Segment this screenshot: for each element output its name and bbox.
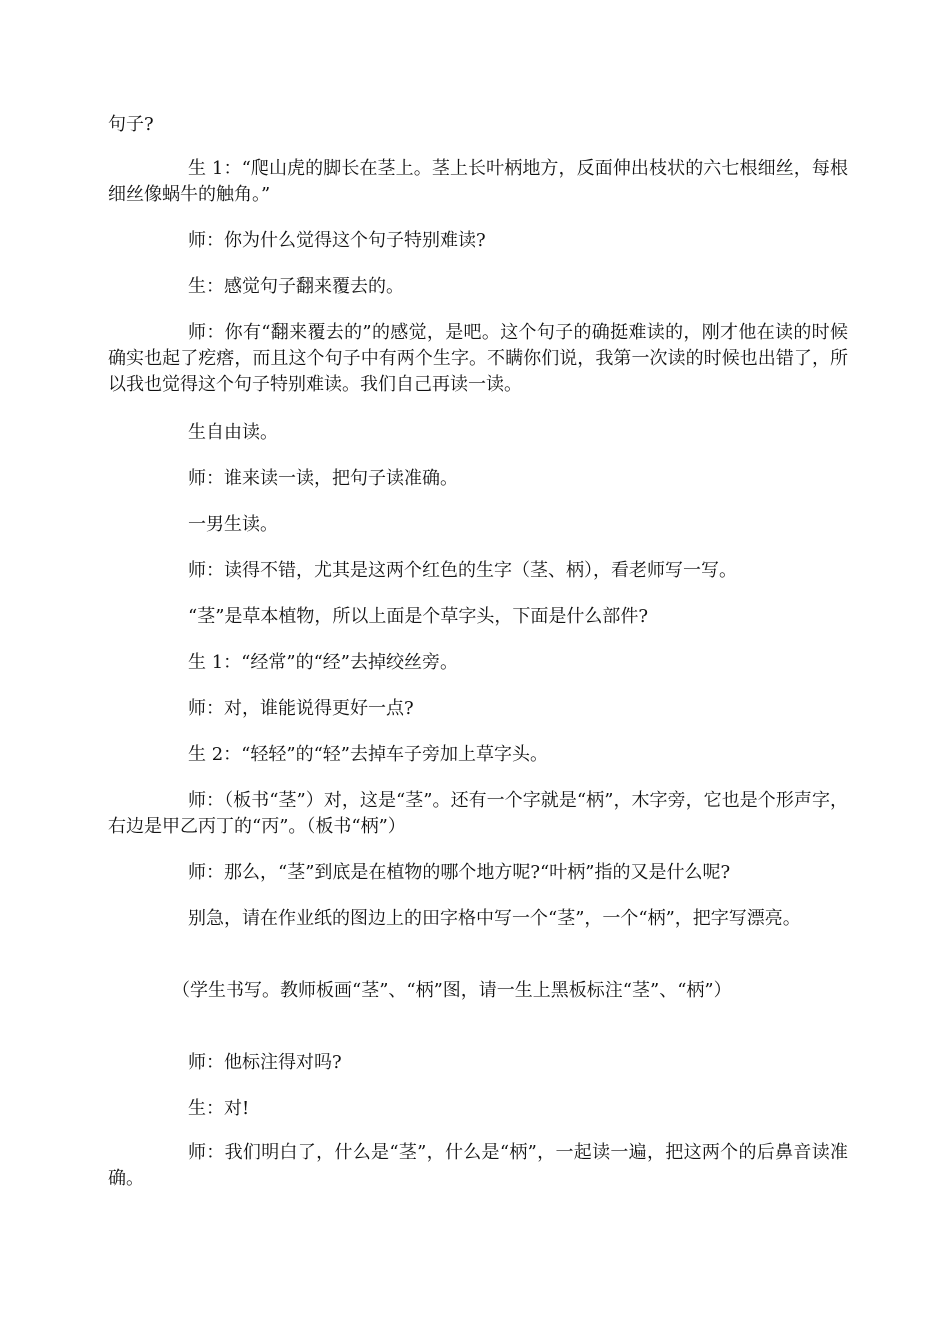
- paragraph-7: 师：谁来读一读，把句子读准确。: [188, 468, 458, 489]
- paragraph-1: 句子?: [108, 114, 154, 135]
- paragraph-13: 生 2：“轻轻”的“轻”去掉车子旁加上草字头。: [188, 744, 548, 765]
- paragraph-18: 师：他标注得对吗?: [188, 1052, 342, 1073]
- paragraph-14: 师：（板书“茎”）对，这是“茎”。还有一个字就是“柄”，木字旁，它也是个形声字，右边是甲乙丙丁的“丙”。（板书“柄”）: [108, 790, 848, 837]
- paragraph-15: 师：那么，“茎”到底是在植物的哪个地方呢?“叶柄”指的又是什么呢?: [188, 862, 731, 883]
- paragraph-2: 生 1：“爬山虎的脚长在茎上。茎上长叶柄地方，反面伸出枝状的六七根细丝，每根细丝像蜗牛的触角。”: [108, 158, 848, 205]
- paragraph-10: “茎”是草本植物，所以上面是个草字头，下面是什么部件?: [188, 606, 649, 627]
- paragraph-17: （学生书写。教师板画“茎”、“柄”图，请一生上黑板标注“茎”、“柄”）: [172, 980, 732, 1001]
- paragraph-8: 一男生读。: [188, 514, 278, 535]
- paragraph-20: 师：我们明白了，什么是“茎”，什么是“柄”，一起读一遍，把这两个的后鼻音读准确。: [108, 1142, 848, 1189]
- paragraph-9: 师：读得不错，尤其是这两个红色的生字（茎、柄），看老师写一写。: [188, 560, 737, 581]
- paragraph-5: 师：你有“翻来覆去的”的感觉，是吧。这个句子的确挺难读的，刚才他在读的时候确实也起了疙瘩，而且这个句子中有两个生字。不瞒你们说，我第一次读的时候也出错了，所以我也觉得这个句子特别难读。我们自己再读一读。: [108, 322, 848, 395]
- paragraph-12: 师：对，谁能说得更好一点?: [188, 698, 414, 719]
- paragraph-16: 别急，请在作业纸的图边上的田字格中写一个“茎”，一个“柄”，把字写漂亮。: [188, 908, 801, 929]
- paragraph-4: 生：感觉句子翻来覆去的。: [188, 276, 404, 297]
- paragraph-3: 师：你为什么觉得这个句子特别难读?: [188, 230, 486, 251]
- paragraph-6: 生自由读。: [188, 422, 278, 443]
- paragraph-11: 生 1：“经常”的“经”去掉绞丝旁。: [188, 652, 458, 673]
- paragraph-19: 生：对!: [188, 1098, 250, 1119]
